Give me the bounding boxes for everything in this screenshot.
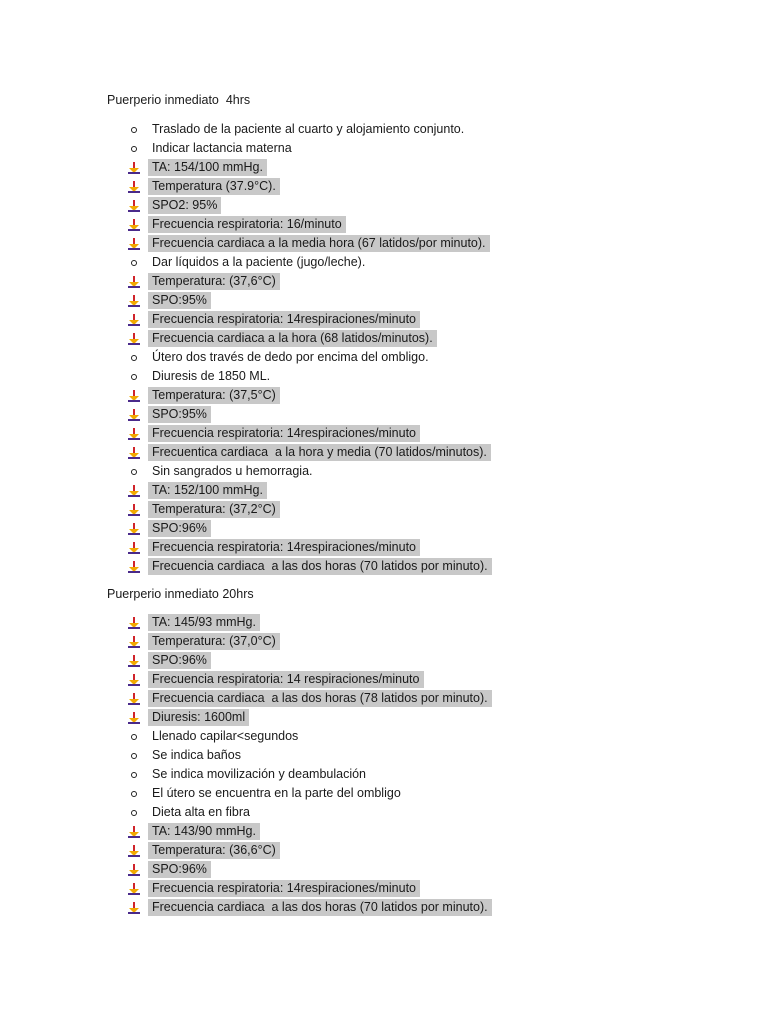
list-item-text: Indicar lactancia materna	[152, 141, 292, 155]
arrow-bullet-icon	[128, 500, 140, 519]
list-item-text: Temperatura: (37,5°C)	[148, 387, 280, 404]
list-item-text: SPO:96%	[148, 520, 211, 537]
list-item-text: TA: 145/93 mmHg.	[148, 614, 260, 631]
list-item-text: Se indica movilización y deambulación	[152, 767, 367, 781]
circle-bullet-icon	[128, 462, 140, 481]
arrow-bullet-icon	[128, 177, 140, 196]
list-item-text: Dieta alta en fibra	[152, 805, 250, 819]
arrow-bullet-icon	[128, 234, 140, 253]
list-item-text: Diuresis: 1600ml	[148, 709, 249, 726]
arrow-bullet-icon	[128, 841, 140, 860]
arrow-bullet-icon	[128, 538, 140, 557]
arrow-bullet-icon	[128, 481, 140, 500]
list-item-text: Dar líquidos a la paciente (jugo/leche).	[152, 255, 366, 269]
list-item-text: SPO2: 95%	[148, 197, 221, 214]
arrow-bullet-icon	[128, 822, 140, 841]
arrow-bullet-icon	[128, 651, 140, 670]
list-item-text: TA: 143/90 mmHg.	[148, 823, 260, 840]
list-item-text: Frecuencia respiratoria: 14respiraciones/minuto	[148, 880, 420, 897]
list-item-text: Frecuencia respiratoria: 14respiraciones/minuto	[148, 539, 420, 556]
arrow-bullet-icon	[128, 557, 140, 576]
circle-bullet-icon	[128, 253, 140, 272]
list-item-text: SPO:96%	[148, 861, 211, 878]
arrow-bullet-icon	[128, 519, 140, 538]
list-item-text: Llenado capilar<segundos	[152, 729, 299, 743]
circle-bullet-icon	[128, 746, 140, 765]
list-item-text: El útero se encuentra en la parte del ombligo	[152, 786, 401, 800]
list-item-text: Frecuencia respiratoria: 16/minuto	[148, 216, 346, 233]
section-heading-4hrs: Puerperio inmediato 4hrs	[107, 93, 251, 107]
list-item-text: Temperatura (37.9°C).	[148, 178, 280, 195]
list-item-text: SPO:95%	[148, 292, 211, 309]
arrow-bullet-icon	[128, 272, 140, 291]
arrow-bullet-icon	[128, 424, 140, 443]
list-item-text: Frecuentica cardiaca a la hora y media (70 latidos/minutos).	[148, 444, 491, 461]
arrow-bullet-icon	[128, 386, 140, 405]
list-item-text: Temperatura: (37,6°C)	[148, 273, 280, 290]
list-item-text: Frecuencia respiratoria: 14respiraciones/minuto	[148, 311, 420, 328]
list-item-text: Temperatura: (37,0°C)	[148, 633, 280, 650]
arrow-bullet-icon	[128, 329, 140, 348]
list-item-text: SPO:95%	[148, 406, 211, 423]
circle-bullet-icon	[128, 139, 140, 158]
list-item-text: Sin sangrados u hemorragia.	[152, 464, 313, 478]
list-item-text: Frecuencia respiratoria: 14 respiraciones/minuto	[148, 671, 424, 688]
arrow-bullet-icon	[128, 860, 140, 879]
arrow-bullet-icon	[128, 708, 140, 727]
list-item-text: TA: 152/100 mmHg.	[148, 482, 267, 499]
list-item-text: Frecuencia cardiaca a la hora (68 latidos/minutos).	[148, 330, 437, 347]
arrow-bullet-icon	[128, 670, 140, 689]
list-item-text: Temperatura: (37,2°C)	[148, 501, 280, 518]
list-item-text: Frecuencia cardiaca a las dos horas (70 latidos por minuto).	[148, 558, 492, 575]
circle-bullet-icon	[128, 727, 140, 746]
list-item-text: Temperatura: (36,6°C)	[148, 842, 280, 859]
list-item-text: Frecuencia cardiaca a las dos horas (78 latidos por minuto).	[148, 690, 492, 707]
list-item-text: Se indica baños	[152, 748, 241, 762]
arrow-bullet-icon	[128, 898, 140, 917]
list-item-text: Frecuencia respiratoria: 14respiraciones/minuto	[148, 425, 420, 442]
arrow-bullet-icon	[128, 632, 140, 651]
circle-bullet-icon	[128, 120, 140, 139]
arrow-bullet-icon	[128, 310, 140, 329]
arrow-bullet-icon	[128, 291, 140, 310]
arrow-bullet-icon	[128, 215, 140, 234]
list-item-text: SPO:96%	[148, 652, 211, 669]
circle-bullet-icon	[128, 367, 140, 386]
arrow-bullet-icon	[128, 196, 140, 215]
arrow-bullet-icon	[128, 613, 140, 632]
arrow-bullet-icon	[128, 405, 140, 424]
list-item-text: Útero dos través de dedo por encima del ombligo.	[152, 350, 429, 364]
circle-bullet-icon	[128, 765, 140, 784]
arrow-bullet-icon	[128, 689, 140, 708]
list-item-text: Frecuencia cardiaca a la media hora (67 latidos/por minuto).	[148, 235, 490, 252]
circle-bullet-icon	[128, 803, 140, 822]
circle-bullet-icon	[128, 348, 140, 367]
list-item-text: Diuresis de 1850 ML.	[152, 369, 271, 383]
list-item-text: Frecuencia cardiaca a las dos horas (70 latidos por minuto).	[148, 899, 492, 916]
arrow-bullet-icon	[128, 443, 140, 462]
section-heading-20hrs: Puerperio inmediato 20hrs	[107, 587, 254, 601]
arrow-bullet-icon	[128, 158, 140, 177]
list-item-text: Traslado de la paciente al cuarto y alojamiento conjunto.	[152, 122, 465, 136]
arrow-bullet-icon	[128, 879, 140, 898]
list-item-text: TA: 154/100 mmHg.	[148, 159, 267, 176]
circle-bullet-icon	[128, 784, 140, 803]
